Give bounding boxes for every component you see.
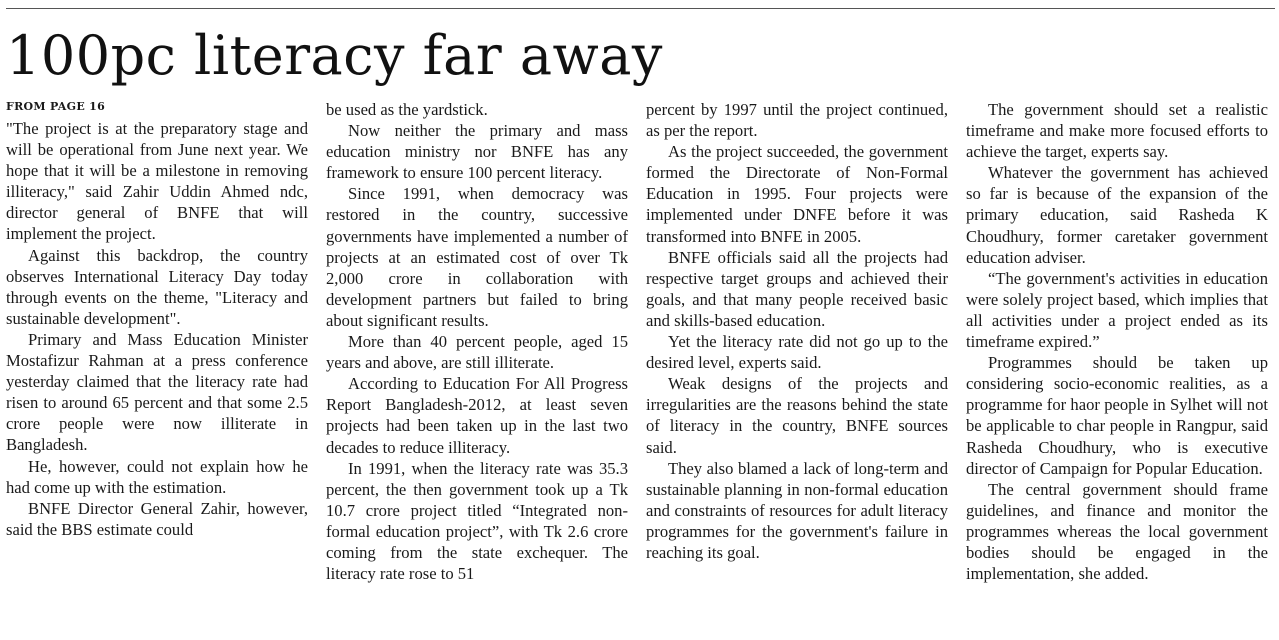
paragraph: Weak designs of the projects and irregularities are the reasons behind the state of literacy in the country, BNFE sources said. — [646, 374, 948, 457]
article-column-4 — [966, 99, 1268, 584]
paragraph: The government should set a realistic timeframe and make more focused efforts to achieve the target, experts say. — [966, 100, 1268, 162]
paragraph: Primary and Mass Education Minister Mostafizur Rahman at a press conference yesterday claimed that the literacy rate had risen to around 65 percent and that some 2.5 crore people were now illiterate in Bangladesh. — [6, 329, 308, 455]
paragraph: Whatever the government has achieved so far is because of the expansion of the primary education, said Rasheda K Choudhury, former caretaker government education adviser. — [966, 163, 1268, 267]
paragraph: The central government should frame guidelines, and finance and monitor the programmes whereas the local government bodies should be engaged in the implementation, she added. — [966, 479, 1268, 584]
paragraph: Yet the literacy rate did not go up to the desired level, experts said. — [646, 332, 948, 373]
paragraph: Since 1991, when democracy was restored in the country, successive governments have implemented a number of projects at an estimated cost of over Tk 2,000 crore in collaboration with development partners but failed to bring about significant results. — [326, 184, 628, 330]
paragraph: Against this backdrop, the country observes International Literacy Day today through events on the theme, "Literacy and sustainable development". — [6, 245, 308, 328]
paragraph: In 1991, when the literacy rate was 35.3 percent, the then government took up a Tk 10.7 crore project titled “Integrated non-formal education project”, with Tk 2.6 crore coming from the state exchequer. The literacy rate rose to 51 — [326, 458, 628, 584]
article-column-1 — [6, 118, 308, 540]
paragraph: be used as the yardstick. — [326, 100, 488, 119]
paragraph: According to Education For All Progress Report Bangladesh-2012, at least seven projects had been taken up in the last two decades to reduce illiteracy. — [326, 374, 628, 457]
article-column-2 — [326, 99, 628, 584]
headline: 100pc literacy far away — [6, 24, 663, 87]
paragraph: As the project succeeded, the government formed the Directorate of Non-Formal Education in 1995. Four projects were implemented under DNFE before it was transformed into BNFE in 2005. — [646, 142, 948, 246]
paragraph: BNFE Director General Zahir, however, said the BBS estimate could — [6, 498, 308, 539]
paragraph: Programmes should be taken up considering socio-economic realities, as a programme for haor people in Sylhet will not be applicable to char people in Rangpur, said Rasheda Choudhury, who is executive director of Campaign for Popular Education. — [966, 353, 1268, 478]
continued-from-label: FROM PAGE 16 — [6, 100, 106, 113]
paragraph: percent by 1997 until the project continued, as per the report. — [646, 100, 948, 141]
paragraph: More than 40 percent people, aged 15 years and above, are still illiterate. — [326, 332, 628, 373]
paragraph: He, however, could not explain how he had come up with the estimation. — [6, 456, 308, 497]
paragraph: Now neither the primary and mass education ministry nor BNFE has any framework to ensure 100 percent literacy. — [326, 121, 628, 183]
paragraph: BNFE officials said all the projects had respective target groups and achieved their goals, and that many people received basic and skills-based education. — [646, 247, 948, 330]
paragraph: “The government's activities in education were solely project based, which implies that all activities under a project ended as its timeframe expired.” — [966, 268, 1268, 352]
article-column-3 — [646, 99, 948, 563]
top-rule — [6, 8, 1275, 9]
paragraph: "The project is at the preparatory stage and will be operational from June next year. We hope that it will be a milestone in removing illiteracy," said Zahir Uddin Ahmed ndc, director general of BNFE that will implement the project. — [6, 119, 308, 244]
paragraph: They also blamed a lack of long-term and sustainable planning in non-formal education and constraints of resources for adult literacy programmes for the government's failure in reaching its goal. — [646, 458, 948, 562]
